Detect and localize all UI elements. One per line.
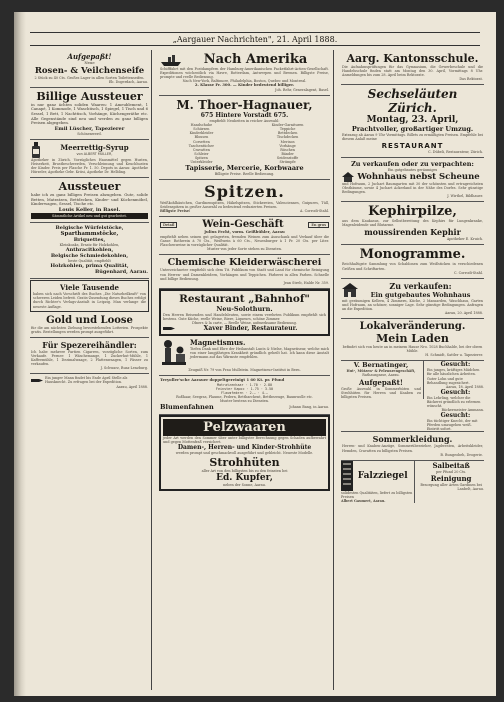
wanted-title: Gesucht: xyxy=(440,361,471,369)
list-item: Cravatten xyxy=(192,147,210,152)
list-item: Schleier xyxy=(194,151,209,156)
ad-headline: Chemische Kleiderwäscherei xyxy=(167,257,322,269)
ad-dowry-furniture xyxy=(30,178,149,223)
ad-signature: J. Schwarz, Rusa-Lenzburg. xyxy=(100,366,148,371)
ad-note: Zeugniß Nr. 79 von Frau Mullstein. Magnetiseur-Institut in Bern. xyxy=(188,368,301,373)
ad-address: 675 Hintere Vorstadt 675. xyxy=(200,112,289,120)
ad-subtitle: Neue xyxy=(84,60,95,65)
page-header: „Aargauer Nachrichten", 21. April 1888. xyxy=(30,32,480,46)
ad-signature: Xaver Binder, Restaurateur. xyxy=(203,325,298,333)
ad-wine-shop xyxy=(159,217,330,255)
ad-headline: Pelzwaaren xyxy=(163,419,326,436)
ad-date: Montag, 23. April, xyxy=(366,115,459,126)
coal-item: Anthracitkohlen, xyxy=(65,247,114,254)
ad-headline: Gold und Loose xyxy=(46,314,133,326)
pointing-hand-icon xyxy=(31,377,43,384)
ad-headline: Falzziegel xyxy=(357,470,408,481)
list-item: Vorhänge xyxy=(279,143,296,148)
magnetiseur-illustration-icon xyxy=(160,338,188,368)
list-item: Blousen xyxy=(194,135,209,140)
ad-text: Den Herren Reisenden und Handelsleuten, sowie einem verehrten Publikum empfiehlt sich bestens. Gute Küche, reelle Weine, Biere, Liqueurs, schöne Zimmer. xyxy=(163,312,326,321)
list-item: Strümpfe xyxy=(279,160,296,164)
product-list-right xyxy=(246,123,329,164)
ad-bedding xyxy=(159,376,330,415)
ad-furs-straw-hats xyxy=(159,415,330,490)
ad-headline: Zu verkaufen: xyxy=(389,280,452,291)
list-item: Kinderkleider xyxy=(189,131,214,136)
ad-subtitle: Mein Laden xyxy=(376,332,449,346)
ad-text: Ein junger Mann findet bis Ende April Stelle als Hausknecht. Zu erfragen bei der Expedition. xyxy=(45,376,128,385)
ad-text: Weißkohlhäutchen, Gardinenspitzen, Häkelspitzen, Stickereien, Valenciennes, Guipures, Tüll, Seidenspitzen in großer Auswahl zu bedeutend reduzierten Preisen. xyxy=(160,201,329,210)
ad-headline-2: Reinigung xyxy=(430,473,472,483)
ad-signature: Johann Bang, in Aarau. xyxy=(289,405,329,410)
product-list-left xyxy=(160,123,243,164)
roof-tile-icon xyxy=(341,461,353,491)
ad-signature: B. Bungeobeh, Drogerie. xyxy=(440,452,483,457)
list-item: Bänder xyxy=(281,151,294,156)
ad-relocation xyxy=(341,319,484,361)
list-item: Taschentücher xyxy=(188,143,215,148)
ad-text: 2 Stück zu 40 Cts. Großes Lager in allen Sorten Toilettenseifen. xyxy=(34,75,145,80)
ad-text-2: werden prompt und geschmackvoll ausgeführt und gebleicht. Neueste Modelle. xyxy=(175,451,314,456)
list-item: Merinos xyxy=(280,139,295,144)
ad-subtitle: moussirenden Kephir xyxy=(364,227,461,238)
ad-date: Aarau, April 1888. xyxy=(116,384,148,389)
coal-item: Holzkohlen, prima Qualität, xyxy=(50,263,129,270)
ad-headline: Aarg. Kantonsschule. xyxy=(346,52,479,65)
ad-headline: Magnetismus. xyxy=(190,338,246,348)
list-item: Teppiche xyxy=(279,127,296,132)
ad-signature: Lanbelt, Aarau. xyxy=(457,486,484,491)
ad-house-for-sale xyxy=(341,158,484,202)
ad-headline: M. Thoer-Hagnauer, xyxy=(176,98,313,113)
ad-signature: Eb. Dogerdach, Aarau. xyxy=(108,79,148,84)
ad-misc xyxy=(418,461,484,491)
ad-headline: Aussteuer xyxy=(58,180,121,194)
ad-text: Ich habe mehrere Partien Cigarren, vorzügliche Sorten, zum Verkaufe. Ferner: 1 Wäschemange, 1 Zuckerhut-Mühle, 1 Kaffeemühle, 1 Dezimalwaage, 2 Plattenwaagen, 1 Fässer zu verkaufen. xyxy=(31,349,148,367)
coal-item: Belgische Schmiedekohlen, xyxy=(50,253,129,260)
ad-headline: Wein-Geschäft xyxy=(202,219,284,231)
split-row xyxy=(341,361,484,432)
ad-gold-lottery xyxy=(30,313,149,338)
ad-headline: Viele Tausende xyxy=(60,283,119,293)
ad-maker: von ALBERT MÜLLER, xyxy=(76,152,113,157)
ad-signature: Ed. Kupfer, xyxy=(216,472,273,483)
ad-lace xyxy=(159,180,330,217)
ad-signature: Albert Gaumert, Aarau. xyxy=(341,498,386,503)
wanted-text: Ein Lehrling, welcher die Bäckerei gründlich zu erlernen wünscht. xyxy=(426,395,481,408)
ad-signature: Apotheker E. Kruich. xyxy=(446,237,483,242)
ad-headline: Sommerkleidung. xyxy=(372,434,453,445)
list-item: Matratzenhaar · 1.70 · 2.80 xyxy=(216,382,273,387)
ad-note: Muster von jeder Sorte stehen zu Diensten. xyxy=(206,247,283,252)
ad-line: Dîners & la carte, — Reelle Weine, aufmerksame Bedienung. xyxy=(192,321,297,325)
list-item: Corsetten xyxy=(192,139,210,144)
ad-dry-cleaning xyxy=(159,255,330,288)
page-content xyxy=(30,12,496,696)
ad-signature: J. Wirthel, Bildhauer. xyxy=(447,194,483,199)
list-item: Flaumfedern · 2.— · 4.— xyxy=(221,390,268,395)
ad-text-2: Besorgung aller Arten Gardinen bei xyxy=(420,482,482,487)
ad-text: befindet sich von heute an in meinem Hause Nro. 1028 Buchhalde, bei der obern Mühle. xyxy=(342,345,483,354)
ad-text: aus dem Kaukasus, zur Selbstbereitung des Kephirs für Lungenkranke, Magenleidende und Blutarme. xyxy=(342,219,483,228)
ad-headline: Nach Amerika xyxy=(203,52,308,67)
ad-text: Die Aufnahmsprüfungen für das Gymnasium, die Gewerbeschule und die Handelsschule finden statt am Montag den 30. April, Vormittags 8 Uhr. Anmeldungen bis zum 28. April beim Rektorate. xyxy=(342,65,483,78)
ad-bottom: Blumenfahnen xyxy=(160,403,214,412)
ad-headline: Restaurant „Bahnhof" xyxy=(179,292,310,305)
ad-text: jeder Art werden den Sommer über unter billigster Berechnung gegen Schaden aufbewahrt und gegen Mottenfraß versichert. xyxy=(163,436,326,445)
list-item: Bettdecken xyxy=(277,131,298,136)
bottom-row xyxy=(341,461,484,503)
ad-text: empfiehlt neben seinen gut gelagerten, fremden Weinen zum Ausschank und Verkauf über die Gasse: Rothwein à 70 Cts., Weißwein à 60 Cts., Neuenburger à 1 Fr. 20 Cts. per Liter. Flaschenweine in vorzüglicher Qualität. xyxy=(160,235,329,248)
ad-coal xyxy=(30,223,149,279)
ad-text-3: aller Art von den billigsten bis zu den feinsten bei xyxy=(201,468,288,473)
ad-text: Apotheker in Zürich. Vorzügliches Hausmittel gegen Husten, Heiserkeit, Brustbeschwerden, Verschleimung und Keuchhusten der Kinder. Preis per Flasche Fr. 1. 50. Depots in Aarau: Apotheke Hürzeler, Apotheke Gebr. Krüsi, Apotheke Dr. Helbling. xyxy=(31,157,148,175)
ad-sechselaeuten xyxy=(341,85,484,157)
wanted-date: Aarau, 18. April 1888. xyxy=(445,384,484,389)
ad-headline: Kephirpilze, xyxy=(368,204,457,220)
ad-date: Aarau, 20. April 1888. xyxy=(444,310,483,315)
ad-headline: Rosen- & Veilchenseife xyxy=(34,65,145,76)
list-item: Schürzen xyxy=(193,127,210,132)
coal-item: Briquettes, xyxy=(73,237,106,244)
ad-headline: Zu verkaufen oder zu verpachten: xyxy=(351,159,474,168)
ad-text: für die am nächsten Ziehung bevorstehenden Lotterien. Prospekte gratis. Bestellungen werden prompt ausgeführt. xyxy=(31,325,148,334)
ad-text: Herren- und Knaben-Anzüge, Sommerüberzieher, Jagdwesten, Arbeitskleider, Hemden, Cravatten zu billigsten Preisen. xyxy=(342,444,483,453)
ad-rose-soap xyxy=(30,50,149,88)
ad-routes: Nach New-York, Baltimore, Philadelphia, Boston, Quebec und Montreal. xyxy=(182,79,307,84)
ad-text: solidesten Qualitäten, liefert zu billigsten Preisen xyxy=(341,490,413,499)
pointing-hand-icon xyxy=(163,325,175,332)
list-item: Handschuhe xyxy=(190,123,213,128)
ad-subtitle: Muster bestens zu Diensten. xyxy=(219,399,270,404)
coal-item: Sparthammstöcke, xyxy=(60,231,119,238)
wanted-title: Gesucht: xyxy=(440,388,471,396)
bottle-icon xyxy=(31,142,41,158)
wanted-text: Ein tüchtiger Knecht, der mit Pferden umzugehen weiß. Eintritt sofort. xyxy=(426,419,478,432)
ad-signature: H. Schmidt, Sattler u. Tapezierer. xyxy=(425,353,483,358)
ad-signature: Jean Streb, Halde Nr. 359. xyxy=(283,280,329,285)
wanted-title: Gesucht: xyxy=(440,412,471,420)
ad-summer-clothing xyxy=(341,432,484,460)
ad-text: Tiefen Dank und Ehre der Heilanstalt Lunts & Nielse, Magnetiseur, welche mich von einer langjährigen Krankheit gründlich geheilt hat. Ich kann diese Anstalt jedermann auf das Wärmste empfehlen. xyxy=(190,347,329,360)
house-icon xyxy=(342,283,358,297)
ad-address: Rathausgasse, Aarau. xyxy=(362,373,400,378)
column-left xyxy=(30,50,152,690)
price-rows xyxy=(160,383,329,395)
ad-text: per Pfund 20 Cts. xyxy=(436,469,467,474)
ad-headline: Lokalveränderung. xyxy=(359,321,466,333)
ad-thoer-hagnauer xyxy=(159,96,330,180)
ad-signature: Louis Keller, in Basel. xyxy=(58,207,121,213)
ad-america xyxy=(159,50,330,96)
ad-text: mit geräumigen Kellern, 4 Zimmern, Küche, 2 Mansarden, Waschhaus, Garten und Hofraum, an schöner, sonniger Lage. Sehr günstige Bedingungen. Anfragen an die Expedition. xyxy=(342,298,483,311)
ship-icon xyxy=(160,54,182,66)
ad-house-sale-2 xyxy=(341,279,484,319)
ad-restaurant: RESTAURANT xyxy=(381,141,444,150)
list-item: Unterkleider xyxy=(190,160,213,164)
newspaper-page xyxy=(14,12,496,696)
ad-note: Billigste Preise. Reelle Bedienung. xyxy=(214,172,275,177)
ad-text: Unterzeichneter empfiehlt sich dem Tit. Publikum von Stadt und Land für chemische Reinigung von Herren- und Damenkleidern, Vorhängen und Teppichen. Färberei in allen Farben. Schnelle und billige Bedienung. xyxy=(160,268,329,281)
ad-subtitle: Aufgepaßt! xyxy=(359,377,403,387)
ad-line: Roßhaar, Seegras, Flaume, Federn, Bettbarchent, Bettbezeuge, Baumwolle etc. xyxy=(176,395,313,400)
ad-headline: Meerrettig-Syrup xyxy=(60,143,129,153)
ad-headline: Treyoller'sche Aarauer doppeltgereinigt 1 60 Kt. pr. Pfund xyxy=(160,377,285,383)
ad-text: Extrazug ab Aarau 9 Uhr Vormittags. Billets zu ermäßigten Preisen. Empfehle bei diesem Anlaß meine xyxy=(342,133,483,142)
ad-grocers xyxy=(30,338,149,374)
ad-cheap-dowry xyxy=(30,88,149,140)
ad-text: und Hofraum, 2 Juchart Baumgarten mit 30 der schönsten und ertragreichsten Obstbäume, sowie 4 Juchart Ackerland in der Nähe des Dorfes. Sehr günstige Bedingungen. xyxy=(342,181,483,194)
list-item: Feinster Kapoc · 1.75 · 3.50 xyxy=(215,386,274,391)
ad-signature: Das Rektorat. xyxy=(459,77,483,82)
ad-note: Sämmtliche Artikel neu und gut gearbeitet. xyxy=(31,213,148,219)
ad-text: habe ich zu ganz billigen Preisen abzugeben. Gute, solide Betten, Matratzen, Bettdecken, Kinder- und Küchenmöbel, Kinderwagen, Sessel, Tische etc. xyxy=(31,192,148,207)
ad-restaurant-bahnhof xyxy=(159,289,330,336)
wanted-ads xyxy=(427,361,484,431)
ad-text-2: Große Auswahl in Sommerhüten und Strohhüten für Herren und Knaben zu billigsten Preisen. xyxy=(341,386,421,399)
ad-address: neben der Sonne, Aarau. xyxy=(223,482,266,487)
badge-en-gros: En gros xyxy=(308,222,329,228)
ad-note: Billigste Preise! xyxy=(160,209,191,214)
badge-detail: Detail xyxy=(160,222,177,228)
ad-subtitle: Neu-Solothurn. xyxy=(216,304,273,313)
ad-handyman xyxy=(30,374,149,391)
ad-magnetism xyxy=(159,336,330,376)
ad-text: Hut-, Mützen- & Pelzwarengeschäft, xyxy=(346,369,416,374)
list-item: Seidenstoffe xyxy=(276,155,299,160)
wanted-signature: Bäckermeister Ammann. xyxy=(441,408,484,413)
ad-signature: A. Corrodi-Stahl. xyxy=(300,209,329,214)
ad-kantonsschule xyxy=(341,50,484,85)
coal-item: beste Qualität, empfiehlt xyxy=(68,259,111,264)
ad-price: 2. Klasse Fr. 300. — Kinder bedeutend billiger. xyxy=(194,82,295,88)
list-item: Rüschen xyxy=(280,147,295,152)
ad-headline: Sechseläuten Zürich. xyxy=(367,87,458,116)
ad-horseradish-syrup xyxy=(30,140,149,178)
ad-name: Julius Fecht, vorm. Geißbühler, Aarau xyxy=(204,229,285,235)
ad-subtitle: Damen-, Herren- und Kinder-Strohhüte xyxy=(177,444,312,452)
ad-headline: Monogramme. xyxy=(359,247,466,263)
ad-signature: Emil Lüscher, Tapezierer xyxy=(54,125,125,132)
ad-text: in nur ganz ächten soliden Waaren: 1 Ameublement, 1 Canapé, 1 Kommode, 1 Waschtisch, 1 Spiegel, 1 Tisch und 6 Sessel, 1 Bett, 1 Nachttisch, Vorhänge, Küchengeräthe etc. Alle Gegenstände sind neu und werden zu ganz billigen Preisen abgegeben. xyxy=(31,101,148,126)
ad-kephir xyxy=(341,202,484,245)
list-item: Tischdecken xyxy=(276,135,299,140)
ad-main: Wohnhaus nebst Scheune xyxy=(357,171,480,182)
binding-edge xyxy=(14,12,26,696)
column-middle xyxy=(156,50,334,690)
ad-signature: C. Dübeli, Restaurateur, Zürich. xyxy=(428,149,483,154)
coal-item: Kleinkoaks, Ersatz für Holzkohlen, xyxy=(59,243,120,248)
ad-subtitle: Ein gutgebautes geräumiges xyxy=(387,167,438,172)
coal-item: Belgische Würfelstöcke, xyxy=(55,225,124,232)
house-icon xyxy=(342,172,354,182)
wanted-text: Ein junges, kräftiges Mädchen für alle häuslichen Arbeiten. Guter Lohn und gute Behandlung zugesichert. xyxy=(426,368,480,385)
list-item: Spitzen xyxy=(194,155,208,160)
ad-subtitle: empfiehlt Neuheiten in reicher Auswahl: xyxy=(209,119,280,124)
ad-headline: Billige Aussteuer xyxy=(36,89,143,103)
ad-subtitle: Prachtvoller, großartiger Umzug. xyxy=(351,125,474,134)
ad-text: Schifffahrt mit den Postdampfern der Hamburg-Amerikanischen Packetfahrt-Actien-Gesellschaft. Expeditionen wöchentlich via Havre, Rotterdam, Antwerpen und Bremen. Billigste Preise, prompte und reelle Bedienung. xyxy=(160,67,329,80)
column-right xyxy=(338,50,484,690)
ad-signature: Joh. Rehr, Generalagent, Basel. xyxy=(275,87,329,92)
ad-headline: Für Spezereihändler: xyxy=(42,339,137,350)
ad-text: haben sich nach Vorschrift des Buches „Die Naturheilkraft" von schweren Leiden befreit. Gratis-Zusendung dieses Buches erfolgt durch Richter's Verlags-Anstalt in Leipzig. Man verlange die neueste Auflage. xyxy=(33,292,146,309)
ad-text: Reichhaltigste Sammlung von Schablonen zum Weißsticken in verschiedenen Größen und Schriftarten. xyxy=(342,262,483,271)
ad-title: Aufgepaßt! xyxy=(67,52,112,61)
ad-signature: Bügenhard, Aarau. xyxy=(94,269,148,276)
ad-bernatinger xyxy=(341,361,424,398)
ad-thousands xyxy=(30,280,149,311)
ad-subtitle: Ein gutgebautes Wohnhaus xyxy=(370,290,471,299)
list-item: Kinder-Garnituren xyxy=(271,123,304,128)
ad-falzziegel xyxy=(341,461,415,503)
ad-headline: Spitzen. xyxy=(204,182,285,202)
ad-monograms xyxy=(341,245,484,278)
ad-city: Schönenwerd. xyxy=(77,131,102,136)
ad-headline: V. Bernatinger, xyxy=(353,361,409,370)
ad-headline: Salbeitaß xyxy=(432,460,470,470)
ad-headline-2: Strohhüten xyxy=(209,455,280,469)
ad-signature: C. Corrodi-Stahl. xyxy=(453,270,483,275)
ad-line: Tapisserie, Mercerie, Korbwaare xyxy=(185,164,304,173)
